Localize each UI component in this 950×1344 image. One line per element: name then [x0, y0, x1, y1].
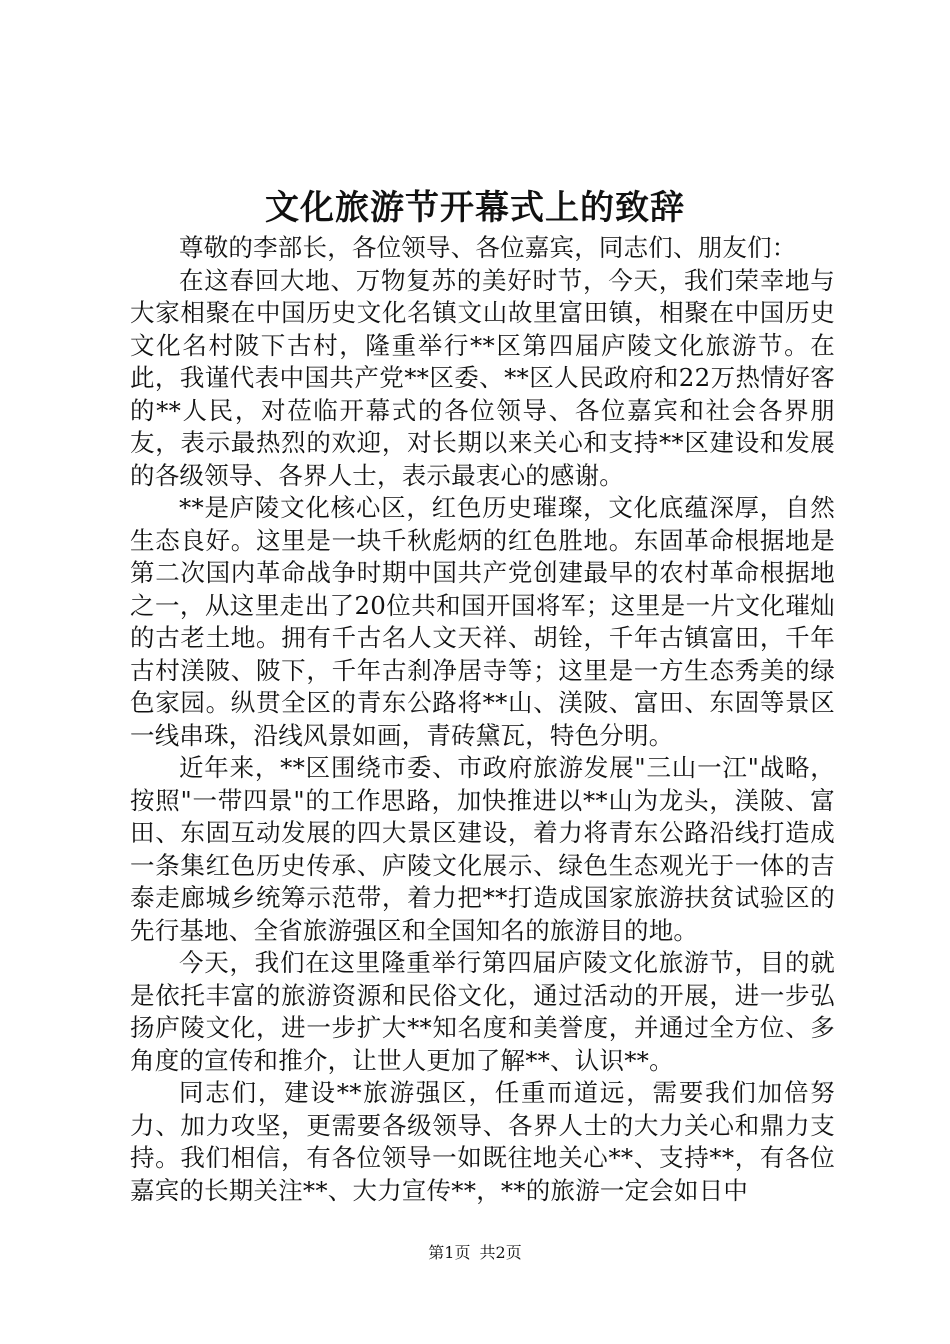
paragraph-festival-purpose: 今天，我们在这里隆重举行第四届庐陵文化旅游节，目的就是依托丰富的旅游资源和民俗文化，通过活动的开展，进一步弘扬庐陵文化，进一步扩大**知名度和美誉度，并通过全方位、多角度的宣传和推介，让世人更加了解**、认识**。 [130, 948, 835, 1075]
page-total: 共2页 [479, 1243, 522, 1262]
paragraph-welcome: 在这春回大地、万物复苏的美好时节，今天，我们荣幸地与大家相聚在中国历史文化名镇文山故里富田镇，相聚在中国历史文化名村陂下古村，隆重举行**区第四届庐陵文化旅游节。在此，我谨代表中国共产党**区委、**区人民政府和22万热情好客的**人民，对莅临开幕式的各位领导、各位嘉宾和社会各界朋友，表示最热烈的欢迎，对长期以来关心和支持**区建设和发展的各级领导、各界人士，表示最衷心的感谢。 [130, 265, 835, 490]
page-number: 第1页 [428, 1243, 471, 1262]
document-body [130, 232, 835, 1207]
document-title: 文化旅游节开幕式上的致辞 [265, 188, 685, 228]
paragraph-development: 近年来，**区围绕市委、市政府旅游发展"三山一江"战略，按照"一带四景"的工作思路，加快推进以**山为龙头，渼陂、富田、东固互动发展的四大景区建设，着力将青东公路沿线打造成一条集红色历史传承、庐陵文化展示、绿色生态观光于一体的吉泰走廊城乡统筹示范带，着力把**打造成国家旅游扶贫试验区的先行基地、全省旅游强区和全国知名的旅游目的地。 [130, 753, 835, 945]
page-footer [0, 1242, 950, 1264]
paragraph-closing: 同志们，建设**旅游强区，任重而道远，需要我们加倍努力、加力攻坚，更需要各级领导、各界人士的大力关心和鼎力支持。我们相信，有各位领导一如既往地关心**、支持**，有各位嘉宾的长期关注**、大力宣传**，**的旅游一定会如日中 [130, 1078, 835, 1205]
paragraph-salutation: 尊敬的李部长，各位领导、各位嘉宾，同志们、朋友们： [179, 233, 797, 262]
paragraph-introduction: **是庐陵文化核心区，红色历史璀璨，文化底蕴深厚，自然生态良好。这里是一块千秋彪炳的红色胜地。东固革命根据地是第二次国内革命战争时期中国共产党创建最早的农村革命根据地之一，从这里走出了20位共和国开国将军；这里是一片文化璀灿的古老土地。拥有千古名人文天祥、胡铨，千年古镇富田，千年古村渼陂、陂下，千年古刹净居寺等；这里是一方生态秀美的绿色家园。纵贯全区的青东公路将**山、渼陂、富田、东固等景区一线串珠，沿线风景如画，青砖黛瓦，特色分明。 [130, 493, 835, 750]
